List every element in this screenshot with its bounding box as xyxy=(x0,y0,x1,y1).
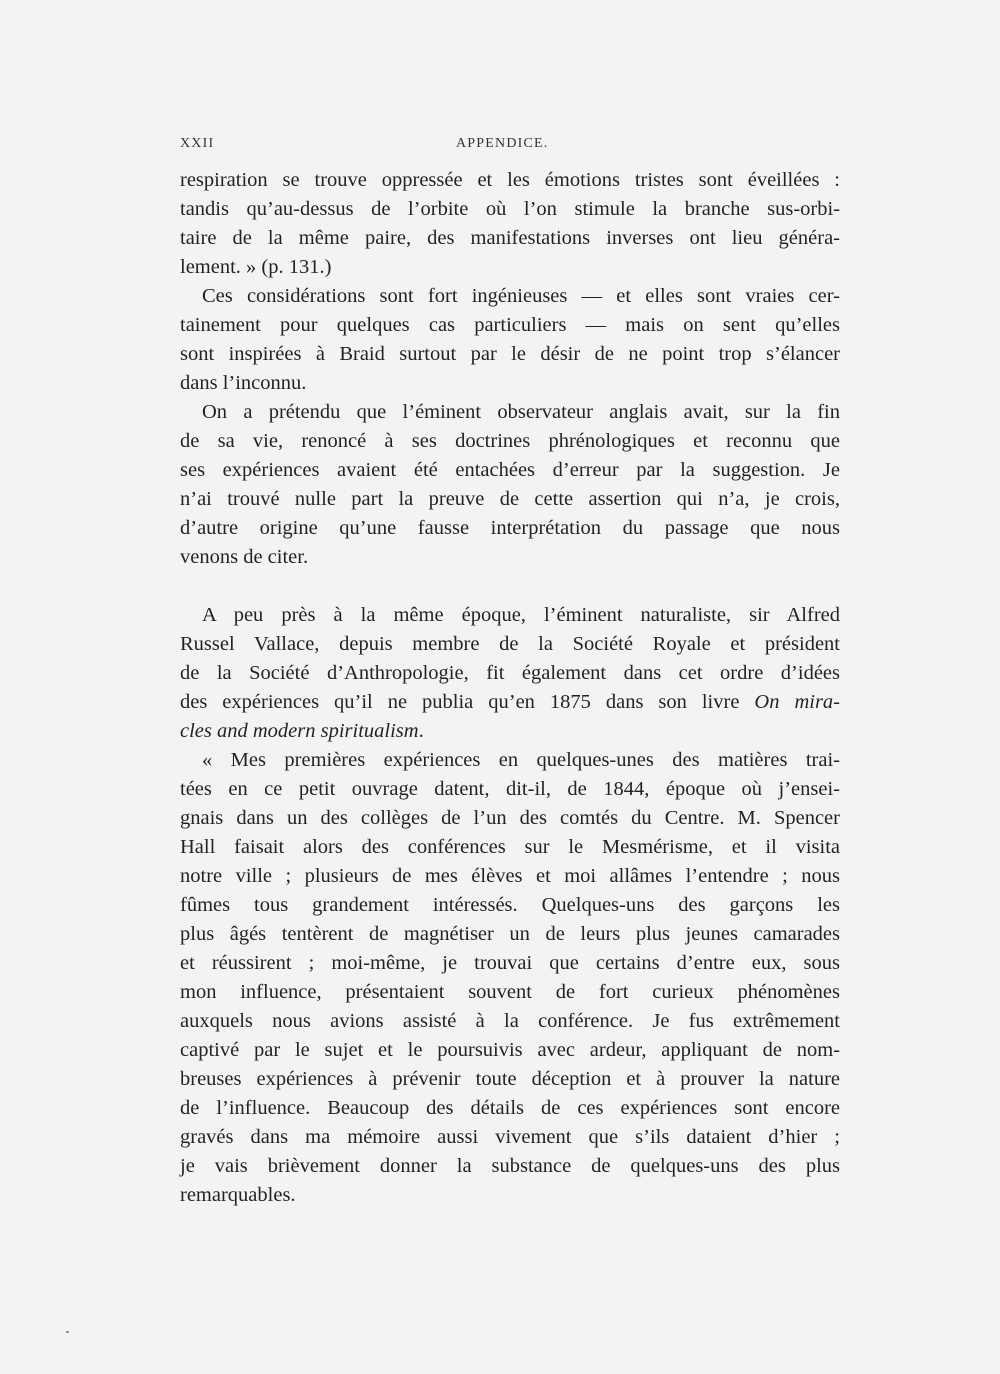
text-line: captivé par le sujet et le poursuivis avec ardeur, appliquant de nom- xyxy=(180,1039,840,1061)
text-line: ses expériences avaient été entachées d’erreur par la suggestion. Je xyxy=(180,459,840,481)
text-fragment: . xyxy=(418,720,424,742)
paragraph-braid-claim xyxy=(180,398,840,572)
text-line: venons de citer. xyxy=(180,546,309,568)
text-line: et réussirent ; moi-même, je trouvai que certains d’entre eux, sous xyxy=(180,952,840,974)
text-line: « Mes premières expériences en quelques-unes des matières trai- xyxy=(202,749,840,771)
book-title-part2: cles and modern spiritualism xyxy=(180,720,419,742)
text-line: tainement pour quelques cas particuliers — mais on sent qu’elles xyxy=(180,314,840,336)
text-line: dans l’inconnu. xyxy=(180,372,307,394)
text-line: notre ville ; plusieurs de mes élèves et moi allâmes l’entendre ; nous xyxy=(180,865,840,887)
paragraph-wallace-quote xyxy=(180,746,840,1210)
text-line: je vais brièvement donner la substance de quelques-uns des plus xyxy=(180,1155,840,1177)
text-line: On a prétendu que l’éminent observateur anglais avait, sur la fin xyxy=(202,401,840,423)
text-line: tandis qu’au-dessus de l’orbite où l’on stimule la branche sus-orbi- xyxy=(180,198,840,220)
text-line: Ces considérations sont fort ingénieuses — et elles sont vraies cer- xyxy=(202,285,840,307)
text-line: lement. » (p. 131.) xyxy=(180,256,332,278)
book-title-part1: On mira- xyxy=(754,691,841,713)
text-line: tées en ce petit ouvrage datent, dit-il, de 1844, époque où j’ensei- xyxy=(180,778,840,800)
text-line: gravés dans ma mémoire aussi vivement que s’ils dataient d’hier ; xyxy=(180,1126,840,1148)
text-line: auxquels nous avions assisté à la conférence. Je fus extrêmement xyxy=(180,1010,840,1032)
text-line: sont inspirées à Braid surtout par le désir de ne point trop s’élancer xyxy=(180,343,840,365)
text-line: taire de la même paire, des manifestations inverses ont lieu généra- xyxy=(180,227,840,249)
page-number: XXII xyxy=(180,136,215,151)
running-title: APPENDICE. xyxy=(456,136,549,151)
section-break xyxy=(180,572,840,601)
text-line: de la Société d’Anthropologie, fit également dans cet ordre d’idées xyxy=(180,662,840,684)
text-line: mon influence, présentaient souvent de fort curieux phénomènes xyxy=(180,981,840,1003)
text-line: fûmes tous grandement intéressés. Quelques-uns des garçons les xyxy=(180,894,840,916)
text-line: remarquables. xyxy=(180,1184,296,1206)
running-head xyxy=(180,136,840,156)
text-line: d’autre origine qu’une fausse interprétation du passage que nous xyxy=(180,517,840,539)
text-line-with-title xyxy=(180,717,840,746)
body-text xyxy=(180,166,840,1210)
text-line: de sa vie, renoncé à ses doctrines phrénologiques et reconnu que xyxy=(180,430,840,452)
text-line: de l’influence. Beaucoup des détails de ces expériences sont encore xyxy=(180,1097,840,1119)
text-line: Hall faisait alors des conférences sur le Mesmérisme, et il visita xyxy=(180,836,840,858)
text-line: breuses expériences à prévenir toute déception et à prouver la nature xyxy=(180,1068,840,1090)
paragraph-quote-continuation xyxy=(180,166,840,282)
text-line: respiration se trouve oppressée et les émotions tristes sont éveillées : xyxy=(180,169,840,191)
paragraph-considerations xyxy=(180,282,840,398)
paragraph-wallace xyxy=(180,601,840,746)
text-line: n’ai trouvé nulle part la preuve de cette assertion qui n’a, je crois, xyxy=(180,488,840,510)
text-line: gnais dans un des collèges de l’un des comtés du Centre. M. Spencer xyxy=(180,807,840,829)
text-line-with-title xyxy=(180,688,840,717)
text-fragment: des expériences qu’il ne publia qu’en 1875 dans son livre xyxy=(180,691,740,713)
text-line: A peu près à la même époque, l’éminent naturaliste, sir Alfred xyxy=(202,604,840,626)
paper-speck xyxy=(66,1331,69,1333)
text-line: Russel Vallace, depuis membre de la Société Royale et président xyxy=(180,633,840,655)
text-line: plus âgés tentèrent de magnétiser un de leurs plus jeunes camarades xyxy=(180,923,840,945)
